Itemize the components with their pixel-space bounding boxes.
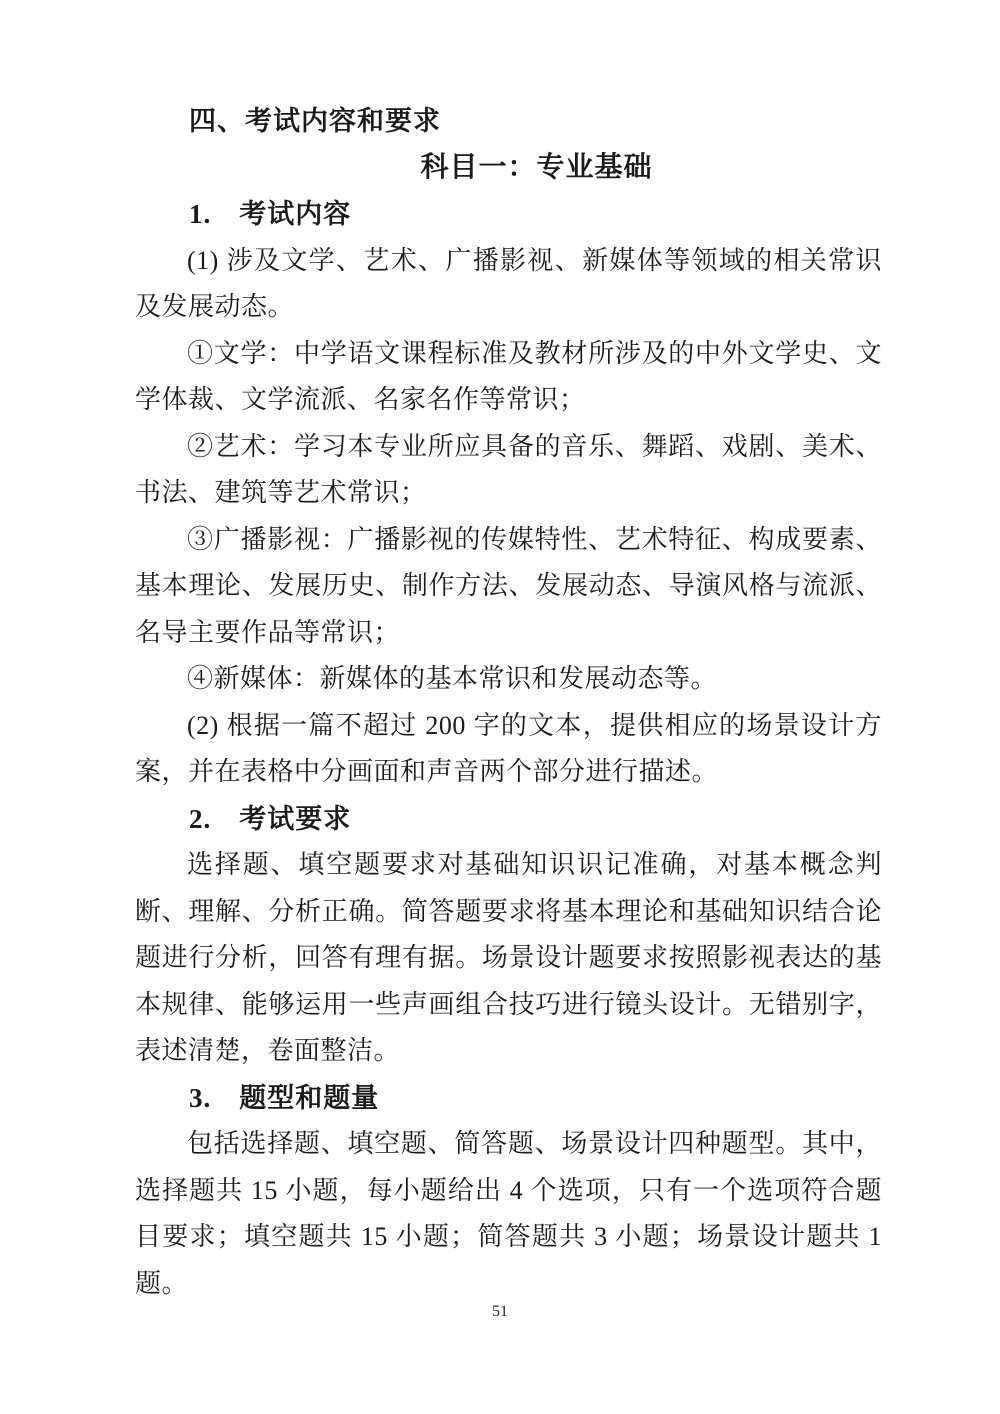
subsection-heading-exam-content: 1. 考试内容 <box>189 199 352 229</box>
document-content <box>135 98 882 1307</box>
paragraph-broadcast-film: ③广播影视：广播影视的传媒特性、艺术特征、构成要素、基本理论、发展历史、制作方法、发展动态、导演风格与流派、名导主要作品等常识； <box>135 524 882 647</box>
paragraph-art: ②艺术：学习本专业所应具备的音乐、舞蹈、戏剧、美术、书法、建筑等艺术常识； <box>135 431 882 507</box>
paragraph-requirements: 选择题、填空题要求对基础知识识记准确，对基本概念判断、理解、分析正确。简答题要求将基本理论和基础知识结合论题进行分析，回答有理有据。场景设计题要求按照影视表达的基本规律、能够运用一些声画组合技巧进行镜头设计。无错别字，表述清楚，卷面整洁。 <box>135 850 882 1065</box>
subsection-heading-exam-requirements: 2. 考试要求 <box>189 803 352 834</box>
section-heading: 四、考试内容和要求 <box>189 106 441 136</box>
subject-title: 科目一：专业基础 <box>420 151 653 183</box>
paragraph-question-types: 包括选择题、填空题、简答题、场景设计四种题型。其中，选择题共 15 小题，每小题给出 4 个选项，只有一个选项符合题目要求；填空题共 15 小题；简答题共 3 小题；场景设计题共 1 题。 <box>135 1129 882 1298</box>
paragraph-scope: (1) 涉及文学、艺术、广播影视、新媒体等领域的相关常识及发展动态。 <box>135 245 882 321</box>
subsection-heading-question-types: 3. 题型和题量 <box>189 1082 380 1113</box>
page-number: 51 <box>492 1303 508 1320</box>
paragraph-new-media: ④新媒体：新媒体的基本常识和发展动态等。 <box>187 664 718 693</box>
paragraph-literature: ①文学：中学语文课程标准及教材所涉及的中外文学史、文学体裁、文学流派、名家名作等常识； <box>135 338 882 414</box>
paragraph-scene-design-task: (2) 根据一篇不超过 200 字的文本，提供相应的场景设计方案，并在表格中分画面和声音两个部分进行描述。 <box>135 710 882 786</box>
